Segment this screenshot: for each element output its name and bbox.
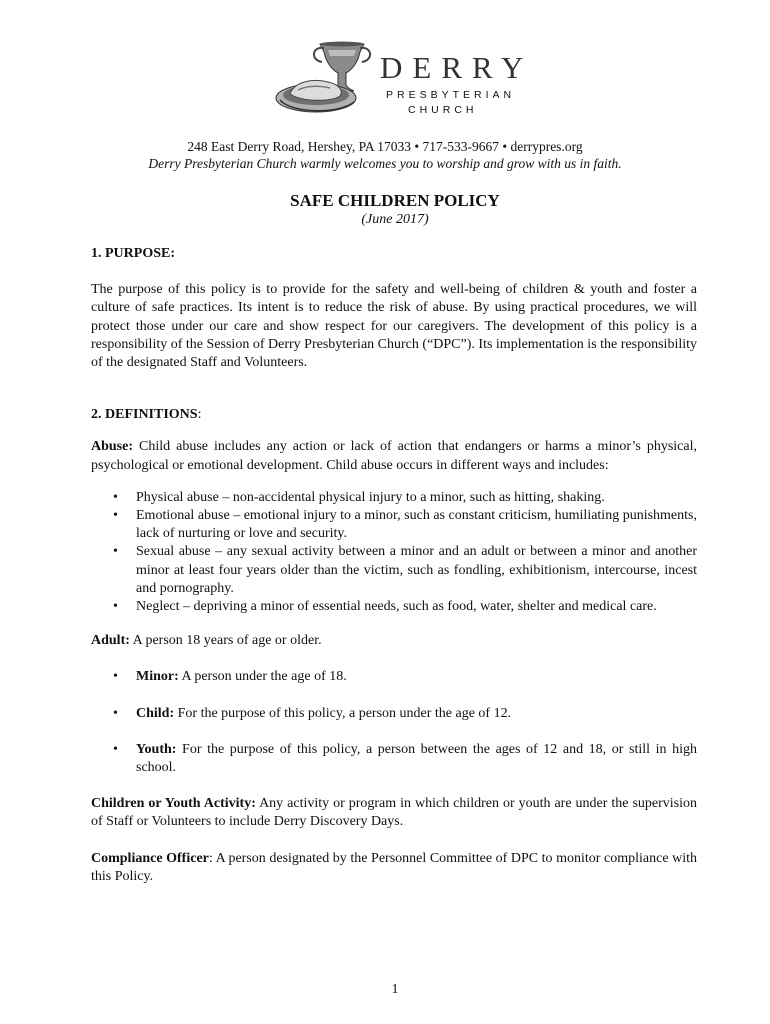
chalice-and-bread-icon <box>272 40 392 118</box>
minor-definition-text: A person under the age of 18. <box>178 669 347 685</box>
child-definition-text: For the purpose of this policy, a person under the age of 12. <box>174 705 512 721</box>
definition-abuse <box>91 438 697 474</box>
youth-definition-text: For the purpose of this policy, a person between the ages of 12 and 18, or still in high school. <box>136 741 697 776</box>
child-definition-list <box>91 705 697 723</box>
term-child: Child: <box>136 705 175 721</box>
church-address: 248 East Derry Road, Hershey, PA 17033 • 717-533-9667 • derrypres.org <box>187 139 583 154</box>
term-children-youth-activity: Children or Youth Activity: <box>91 796 256 812</box>
term-abuse: Abuse: <box>91 439 134 455</box>
term-minor: Minor: <box>136 669 179 685</box>
activity-definition-text: Any activity or program in which children or youth are under the supervision of Staff or Volunteers to include Derry Discovery Days. <box>91 796 697 830</box>
list-item <box>136 741 697 777</box>
document-date: (June 2017) <box>361 212 429 227</box>
purpose-paragraph: The purpose of this policy is to provide for the safety and well-being of children & youth and foster a culture of safe practices. Its intent is to reduce the risk of abuse. By using practical procedures, we will protect those under our care and show respect for our caregivers. The development of this policy is a responsibility of the Session of Derry Presbyterian Church (“DPC”). Its implementation is the responsibility of the designated Staff and Volunteers. <box>91 282 697 371</box>
brand-line-church: CHURCH <box>408 104 478 116</box>
page-number: 1 <box>391 982 399 997</box>
term-compliance-officer: Compliance Officer <box>91 850 209 866</box>
document-body <box>91 245 697 886</box>
brand-name: DERRY <box>380 50 534 85</box>
abuse-types-list <box>91 489 697 616</box>
section-heading-definitions <box>91 406 697 424</box>
abuse-definition-text: Child abuse includes any action or lack of action that endangers or harms a minor’s physical, psychological or emotional development. Child abuse occurs in different ways and includes: <box>91 439 697 473</box>
church-tagline: Derry Presbyterian Church warmly welcomes you to worship and grow with us in faith. <box>148 156 622 171</box>
term-youth: Youth: <box>136 741 177 757</box>
list-item <box>136 668 697 686</box>
officer-definition-text: : A person designated by the Personnel Committee of DPC to monitor compliance with this Policy. <box>91 850 697 884</box>
list-item: • Emotional abuse – emotional injury to a minor, such as constant criticism, humiliating punishments, lack of nurturing or love and security. <box>136 507 697 543</box>
document-title: SAFE CHILDREN POLICY <box>290 191 500 210</box>
list-item <box>136 705 697 723</box>
youth-definition-list <box>91 741 697 777</box>
definitions-heading-text: 2. DEFINITIONS <box>91 407 198 423</box>
section-heading-purpose: 1. PURPOSE: <box>91 246 175 261</box>
definitions-heading-colon: : <box>197 407 202 423</box>
list-item: • Physical abuse – non-accidental physical injury to a minor, such as hitting, shaking. <box>136 489 697 507</box>
definition-compliance-officer <box>91 850 697 886</box>
brand-line-presbyterian: PRESBYTERIAN <box>386 89 516 101</box>
minor-definition-list <box>91 668 697 686</box>
adult-definition-text: A person 18 years of age or older. <box>129 633 322 649</box>
term-adult: Adult: <box>91 633 130 649</box>
definition-children-youth-activity <box>91 795 697 831</box>
list-item: • Neglect – depriving a minor of essential needs, such as food, water, shelter and medical care. <box>136 598 697 616</box>
list-item: • Sexual abuse – any sexual activity between a minor and an adult or between a minor and another minor at least four years older than the victim, such as fondling, exhibitionism, intercourse, incest and pornography. <box>136 543 697 598</box>
definition-adult <box>91 632 697 650</box>
letterhead <box>272 40 532 120</box>
